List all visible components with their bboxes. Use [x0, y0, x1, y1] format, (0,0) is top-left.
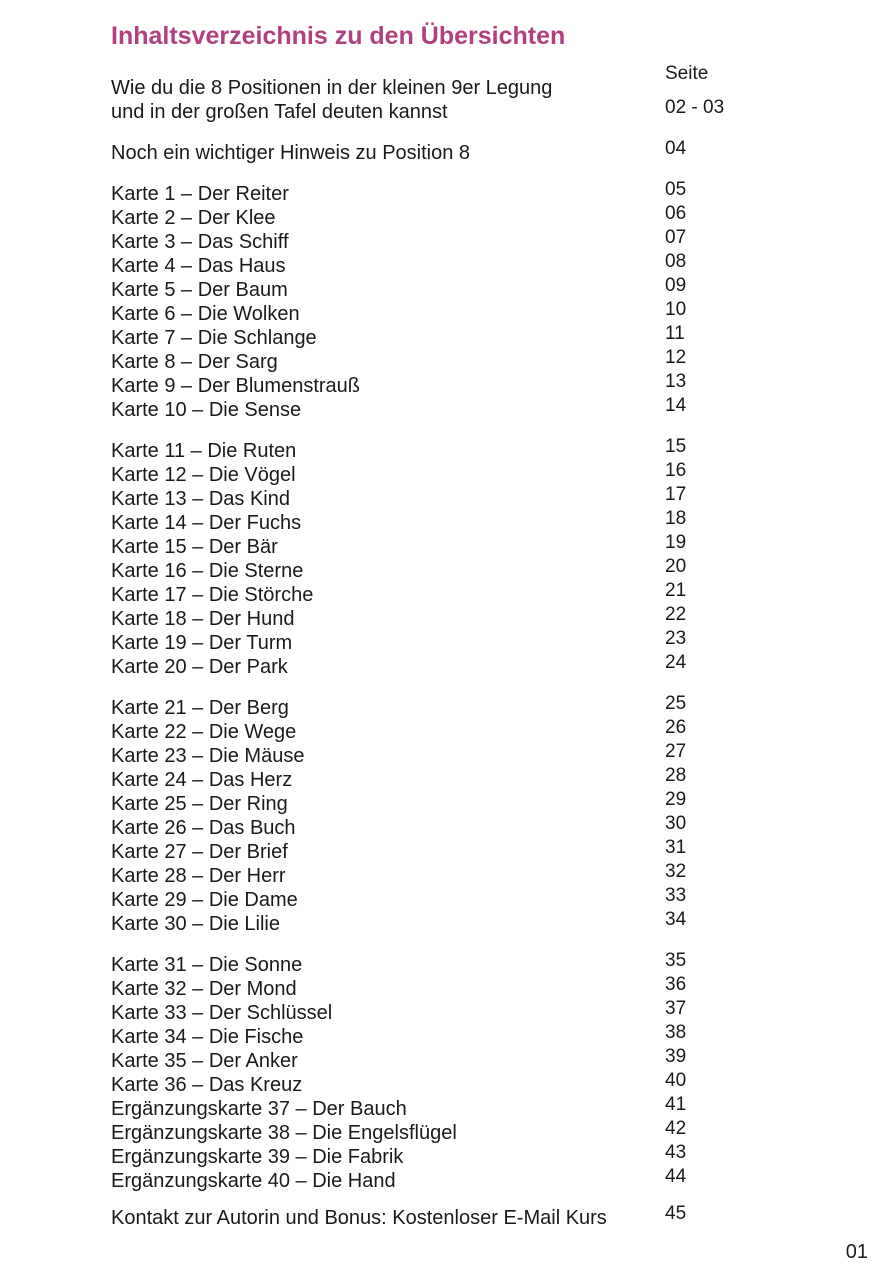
- toc-entry[interactable]: [111, 203, 791, 230]
- toc-entry-label: Karte 24 – Das Herz: [111, 769, 293, 791]
- toc-entry-page: 38: [665, 1022, 687, 1043]
- toc-entry-label: Karte 36 – Das Kreuz: [111, 1074, 303, 1096]
- toc-entry-label: Karte 11 – Die Ruten: [111, 440, 297, 462]
- toc-entry-label: Karte 7 – Die Schlange: [111, 327, 317, 349]
- toc-entry-page: 07: [665, 227, 687, 248]
- toc-entry-label: Ergänzungskarte 37 – Der Bauch: [111, 1098, 407, 1120]
- toc-entry[interactable]: [111, 813, 791, 840]
- toc-entry[interactable]: [111, 323, 791, 350]
- toc-entry-label: Ergänzungskarte 40 – Die Hand: [111, 1170, 396, 1192]
- toc-entry-label: Karte 28 – Der Herr: [111, 865, 286, 887]
- toc-entry-label: Karte 34 – Die Fische: [111, 1026, 304, 1048]
- toc-entry-label: Karte 27 – Der Brief: [111, 841, 288, 863]
- toc-entry[interactable]: [111, 628, 791, 655]
- toc-entry-page: 22: [665, 604, 687, 625]
- toc-entry[interactable]: [111, 1022, 791, 1049]
- toc-entry-page: 02 - 03: [665, 97, 725, 118]
- toc-entry-page: 05: [665, 179, 687, 200]
- toc-entry[interactable]: [111, 580, 791, 607]
- toc-entry-page: 27: [665, 741, 687, 762]
- toc-entry-label: Karte 32 – Der Mond: [111, 978, 297, 1000]
- toc-entry[interactable]: [111, 347, 791, 374]
- toc-entry[interactable]: [111, 789, 791, 816]
- toc-entry[interactable]: [111, 909, 791, 936]
- toc-entry-page: 33: [665, 885, 687, 906]
- toc-entry-label: Karte 31 – Die Sonne: [111, 954, 303, 976]
- toc-entry[interactable]: [111, 395, 791, 422]
- toc-entry-page: 23: [665, 628, 687, 649]
- page-number: 01: [845, 1241, 868, 1263]
- toc-entry[interactable]: [111, 1166, 791, 1193]
- toc-entry-page: 20: [665, 556, 687, 577]
- toc-entry[interactable]: [111, 1070, 791, 1097]
- toc-entry[interactable]: [111, 556, 791, 583]
- toc-entry-label: Karte 17 – Die Störche: [111, 584, 314, 606]
- toc-entry-label: Karte 35 – Der Anker: [111, 1050, 298, 1072]
- toc-entry[interactable]: [111, 861, 791, 888]
- toc-entry-label: Karte 33 – Der Schlüssel: [111, 1002, 333, 1024]
- toc-entry-intro[interactable]: [111, 76, 791, 126]
- toc-entry-label: Karte 2 – Der Klee: [111, 207, 276, 229]
- toc-entry-label-line2: und in der großen Tafel deuten kannst: [111, 101, 448, 123]
- toc-entry[interactable]: [111, 652, 791, 679]
- toc-entry-page: 35: [665, 950, 687, 971]
- toc-entry-page: 36: [665, 974, 687, 995]
- toc-entry-page: 06: [665, 203, 687, 224]
- toc-entry[interactable]: [111, 508, 791, 535]
- toc-entry-page: 19: [665, 532, 687, 553]
- toc-entry[interactable]: [111, 765, 791, 792]
- toc-entry-page: 44: [665, 1166, 687, 1187]
- toc-entry-label: Karte 25 – Der Ring: [111, 793, 288, 815]
- toc-entry[interactable]: [111, 741, 791, 768]
- toc-entry-page: 16: [665, 460, 687, 481]
- toc-entry-page: 10: [665, 299, 687, 320]
- toc-entry-label: Karte 4 – Das Haus: [111, 255, 286, 277]
- toc-entry-label: Karte 23 – Die Mäuse: [111, 745, 305, 767]
- toc-entry[interactable]: [111, 532, 791, 559]
- toc-entry-page: 40: [665, 1070, 687, 1091]
- toc-entry-label: Kontakt zur Autorin und Bonus: Kostenloser E-Mail Kurs: [111, 1207, 607, 1229]
- toc-entry-page: 09: [665, 275, 687, 296]
- toc-entry-label: Karte 26 – Das Buch: [111, 817, 296, 839]
- toc-entry-label: Karte 3 – Das Schiff: [111, 231, 289, 253]
- toc-entry-label: Karte 5 – Der Baum: [111, 279, 288, 301]
- toc-entry-page: 26: [665, 717, 687, 738]
- toc-entry-label: [111, 76, 631, 124]
- toc-entry-page: 25: [665, 693, 687, 714]
- toc-entry-page: 43: [665, 1142, 687, 1163]
- toc-entry-page: 42: [665, 1118, 687, 1139]
- toc-entry[interactable]: [111, 227, 791, 254]
- page-column-header: Seite: [665, 63, 709, 84]
- toc-entry-page: 08: [665, 251, 687, 272]
- toc-entry-page: 13: [665, 371, 687, 392]
- toc-entry[interactable]: [111, 484, 791, 511]
- toc-entry[interactable]: [111, 138, 791, 165]
- toc-entry-page: 04: [665, 138, 687, 159]
- page-title: Inhaltsverzeichnis zu den Übersichten: [111, 22, 566, 50]
- toc-entry[interactable]: [111, 1142, 791, 1169]
- toc-entry-page: 32: [665, 861, 687, 882]
- toc-entry-page: 31: [665, 837, 687, 858]
- toc-entry-label: Karte 22 – Die Wege: [111, 721, 297, 743]
- toc-entry-page: 12: [665, 347, 687, 368]
- toc-entry[interactable]: [111, 251, 791, 278]
- toc-entry-label: Karte 20 – Der Park: [111, 656, 288, 678]
- toc-entry-label: Karte 6 – Die Wolken: [111, 303, 300, 325]
- toc-entry[interactable]: [111, 998, 791, 1025]
- toc-entry-page: 37: [665, 998, 687, 1019]
- toc-entry-page: 21: [665, 580, 687, 601]
- toc-entry[interactable]: [111, 1046, 791, 1073]
- toc-entry-label: Karte 1 – Der Reiter: [111, 183, 289, 205]
- toc-entry[interactable]: [111, 950, 791, 977]
- toc-entry-label: Karte 19 – Der Turm: [111, 632, 293, 654]
- toc-entry-label: Karte 12 – Die Vögel: [111, 464, 296, 486]
- toc-entry[interactable]: [111, 974, 791, 1001]
- toc-entry[interactable]: [111, 1118, 791, 1145]
- toc-entry-label: Karte 8 – Der Sarg: [111, 351, 278, 373]
- toc-entry-page: 45: [665, 1203, 687, 1224]
- toc-entry-page: 11: [665, 323, 685, 344]
- toc-entry-label: Karte 30 – Die Lilie: [111, 913, 280, 935]
- toc-entry-label: Noch ein wichtiger Hinweis zu Position 8: [111, 142, 471, 164]
- toc-entry[interactable]: [111, 837, 791, 864]
- toc-entry-label: Karte 9 – Der Blumenstrauß: [111, 375, 360, 397]
- toc-entry-page: 18: [665, 508, 687, 529]
- toc-entry[interactable]: [111, 460, 791, 487]
- toc-entry-page: 41: [665, 1094, 687, 1115]
- toc-entry[interactable]: [111, 1094, 791, 1121]
- toc-entry-page: 15: [665, 436, 687, 457]
- toc-entry[interactable]: [111, 371, 791, 398]
- toc-entry-label: Ergänzungskarte 39 – Die Fabrik: [111, 1146, 404, 1168]
- toc-entry[interactable]: [111, 693, 791, 720]
- toc-entry[interactable]: [111, 1203, 791, 1230]
- toc-entry-page: 14: [665, 395, 687, 416]
- toc-entry-page: 17: [665, 484, 687, 505]
- toc-entry[interactable]: [111, 436, 791, 463]
- toc-entry-label: Karte 10 – Die Sense: [111, 399, 302, 421]
- toc-entry-page: 24: [665, 652, 687, 673]
- toc-entry[interactable]: [111, 299, 791, 326]
- toc-entry-label: Karte 16 – Die Sterne: [111, 560, 304, 582]
- toc-entry[interactable]: [111, 179, 791, 206]
- toc-entry-label: Karte 15 – Der Bär: [111, 536, 278, 558]
- toc-entry-label: Karte 13 – Das Kind: [111, 488, 290, 510]
- toc-entry-page: 34: [665, 909, 687, 930]
- toc-entry-label-line1: Wie du die 8 Positionen in der kleinen 9er Legung: [111, 77, 553, 99]
- toc-entry-label: Karte 18 – Der Hund: [111, 608, 295, 630]
- toc-entry-label: Karte 21 – Der Berg: [111, 697, 289, 719]
- toc-entry-page: 30: [665, 813, 687, 834]
- toc-entry[interactable]: [111, 604, 791, 631]
- toc-entry-label: Karte 14 – Der Fuchs: [111, 512, 302, 534]
- toc-entry[interactable]: [111, 275, 791, 302]
- toc-entry-page: 29: [665, 789, 687, 810]
- toc-entry-page: 39: [665, 1046, 687, 1067]
- toc-entry[interactable]: [111, 717, 791, 744]
- toc-entry[interactable]: [111, 885, 791, 912]
- toc-entry-page: 28: [665, 765, 687, 786]
- toc-entry-label: Ergänzungskarte 38 – Die Engelsflügel: [111, 1122, 457, 1144]
- toc-entry-label: Karte 29 – Die Dame: [111, 889, 298, 911]
